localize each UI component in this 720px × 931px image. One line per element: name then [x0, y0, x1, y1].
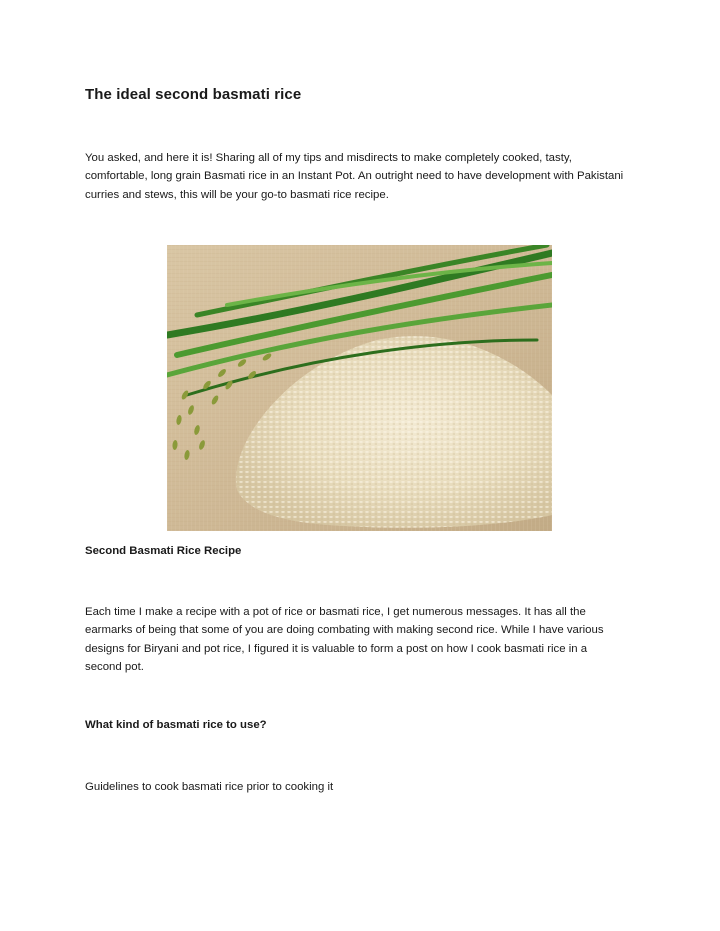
intro-paragraph: You asked, and here it is! Sharing all of my tips and misdirects to make completely cooked, tasty, comfortable, long grain Basmati rice in an Instant Pot. An outright need to have development with Pakistani curries and stews, this will be your go-to basmati rice recipe.	[85, 152, 624, 201]
rice-photo	[167, 245, 552, 531]
recipe-paragraph: Each time I make a recipe with a pot of rice or basmati rice, I get numerous messages. It has all the earmarks of being that some of you are doing combating with making second rice. While I have various designs for Biryani and pot rice, I figured it is valuable to form a post on how I cook basmati rice in a second pot.	[85, 606, 604, 674]
section-heading-recipe: Second Basmati Rice Recipe	[85, 545, 242, 557]
section-heading-rice-type: What kind of basmati rice to use?	[85, 719, 267, 731]
page-title: The ideal second basmati rice	[85, 86, 302, 103]
guidelines-paragraph: Guidelines to cook basmati rice prior to cooking it	[85, 781, 334, 793]
